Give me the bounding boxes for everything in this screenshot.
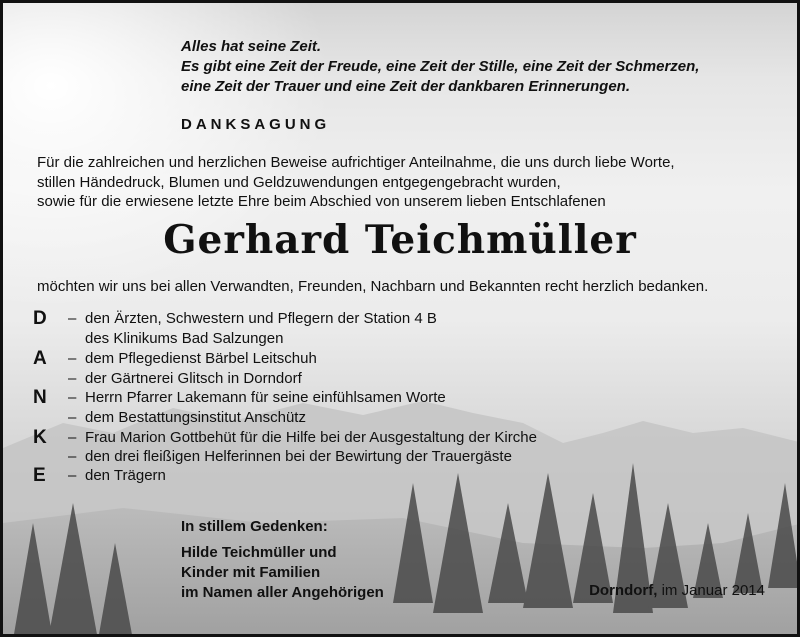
danke-letter: K — [33, 427, 47, 448]
heading: DANKSAGUNG — [181, 116, 331, 133]
thanks-line: möchten wir uns bei allen Verwandten, Freunden, Nachbarn und Bekannten recht herzlich bedanken. — [37, 278, 709, 295]
danke-letter: D — [33, 308, 47, 329]
intro-line: stillen Händedruck, Blumen und Geldzuwendungen entgegengebracht wurden, — [37, 173, 561, 191]
danke-text: dem Pflegedienst Bärbel Leitschuh — [85, 350, 317, 367]
danke-letter: A — [33, 348, 47, 369]
intro-paragraph — [37, 153, 675, 212]
date: im Januar 2014 — [661, 582, 765, 599]
danke-letter: N — [33, 387, 47, 408]
danke-dash: – — [68, 370, 77, 387]
signatories — [181, 543, 384, 603]
danke-dash: – — [68, 350, 77, 367]
danke-text: den Ärzten, Schwestern und Pflegern der Station 4 B — [85, 310, 437, 327]
danke-text: dem Bestattungsinstitut Anschütz — [85, 409, 306, 426]
motto-line: Es gibt eine Zeit der Freude, eine Zeit der Stille, eine Zeit der Schmerzen, — [181, 58, 700, 75]
place: Dorndorf, — [589, 582, 658, 599]
danke-dash: – — [68, 429, 77, 446]
danke-text: des Klinikums Bad Salzungen — [85, 330, 284, 347]
danke-text: den drei fleißigen Helferinnen bei der Bewirtung der Trauergäste — [85, 448, 512, 465]
danke-dash: – — [68, 389, 77, 406]
danke-text: der Gärtnerei Glitsch in Dorndorf — [85, 370, 302, 387]
place-date — [589, 582, 765, 599]
deceased-name: Gerhard Teichmüller — [163, 217, 637, 263]
danke-dash: – — [68, 409, 77, 426]
signatory-line: Kinder mit Familien — [181, 564, 321, 581]
signatory-line: Hilde Teichmüller und — [181, 544, 337, 561]
danke-text: Herrn Pfarrer Lakemann für seine einfühlsamen Worte — [85, 389, 446, 406]
motto — [181, 37, 699, 97]
danke-dash: – — [68, 448, 77, 465]
signatory-line: im Namen aller Angehörigen — [181, 584, 384, 601]
danke-text: den Trägern — [85, 467, 166, 484]
memorial-heading: In stillem Gedenken: — [181, 518, 328, 535]
intro-line: Für die zahlreichen und herzlichen Beweise aufrichtiger Anteilnahme, die uns durch liebe Worte, — [37, 154, 675, 171]
motto-line: eine Zeit der Trauer und eine Zeit der dankbaren Erinnerungen. — [181, 78, 630, 95]
motto-line: Alles hat seine Zeit. — [181, 38, 322, 55]
danke-dash: – — [68, 467, 77, 484]
danke-text: Frau Marion Gottbehüt für die Hilfe bei der Ausgestaltung der Kirche — [85, 429, 537, 446]
danke-dash: – — [68, 310, 77, 327]
danke-letter: E — [33, 465, 46, 486]
intro-line: sowie für die erwiesene letzte Ehre beim Abschied von unserem lieben Entschlafenen — [37, 193, 606, 210]
